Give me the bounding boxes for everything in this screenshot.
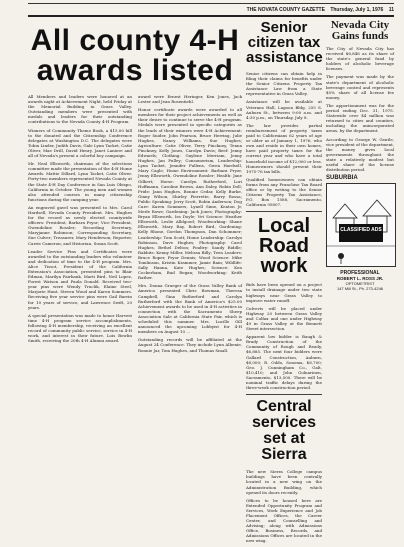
header-date: Thursday, July 1, 1976 — [330, 6, 384, 13]
header-page: 11 — [388, 6, 394, 13]
article-col-right — [138, 94, 242, 356]
paragraph: Apparent low bidder is Baugh & Brady Construction of the Community of Rough and Ready, $6,885. The next four bidders were Gallard Construction, Auburn, $8,000; R. Oddo, Sonoma, $8,700; Geo. J. Cunningham Co., Galt, $10,410; and John Golnarinen, Sacramento, $13,500. There will be nominal traffic delays during the three-week construction period. — [246, 334, 322, 391]
senior-tax-headline: Senior citizen tax assistance — [246, 19, 323, 66]
paragraph: The City of Nevada City has received $6,846 as its share of the state's general fund by holders of alcoholic beverage licenses. — [326, 46, 394, 72]
paragraph: All Members and leaders were honored at an awards night at Achievement Night, held Friday at the Memorial Building in Grass Valley. Outstanding members were presented with medals and leaders for their outstanding contributions to the Nevada County 4-H Program. — [28, 94, 132, 125]
paragraph: Mrs. Donna Grueger of the Grass Valley Bank of America presented Chris Bowman, Theresa Campbell, Gina Rutherford and Carolyn Rutherford with the Bank of America's $25.00 Achievement awards to be used in 4-H activities in connection with the Sacramento Sheep Association Sale at California State Fair, which is scheduled this summer. Mrs. Lucille Gill announced the upcoming Lobbyist for 4-H members on August 10 ... — [138, 283, 242, 335]
top-rule — [28, 3, 394, 4]
paragraph: Winners of Community Theme Book, a $15.00 bill to the donated and the Citizenship Conference delegates at Washington D.C. The delegates were Tobin Linder, Judith Davis, Gale Lynn Tacket, Catie Oliver, Mae Drill, David Henry, Janet Laniere and all of Nevada's present a colorful boy campaign. — [28, 127, 132, 159]
professional-ad — [326, 271, 394, 291]
ad-name: ROBERT L. ROSS JR. — [336, 276, 384, 282]
paragraph: According to George W. Gentle, vice president of the department, the money gives local governments throughout the state a relatively modest but useful share of the license distribution period. — [326, 136, 394, 173]
header-paper: THE NOVATA COUNTY GAZETTE — [246, 6, 325, 13]
nevada-city-headline: Nevada City Gains funds — [330, 19, 390, 42]
right-column — [326, 18, 394, 291]
paragraph: Mr. Neal Ellsworth, chairman of the selections committee made the presentation of the 4-H Home Awards. Mattie Dillard, Lynn Tacket, Catie Oliver. Forty-two members represented Nevada County at the State 4-H Day Conference in San Luis Obispo, California in October. The young men and women also attended courses in many citizenship functions during the camping year. — [28, 161, 132, 202]
middle-column — [246, 18, 322, 547]
article-columns — [28, 94, 242, 356]
headline: All county 4-H awards listed — [30, 24, 240, 87]
article-col-left — [28, 94, 132, 356]
paragraph: Senior citizens can obtain help in filing their claims for benefits under the Senior Citizens Property Tax Assistance Law from a State representative in Grass Valley. — [246, 71, 322, 97]
paragraph: A special presentation was made to honor Harvest time 4-H program service accomplishments, following 4-H membership, receiving an excellent record of community public service, service in 4-H work, and interest in their future. Lois Bowlin Smith, receiving the 20th 4-H Alumni award. — [28, 312, 132, 344]
paragraph: Culverts will be placed under Highway 20 between Grass Valley and Colfax and one under Highway 49 in Grass Valley at the Bennett Street intersection. — [246, 305, 322, 332]
header-rule — [28, 15, 394, 17]
paragraph: Bids have been opened on a project to install drainage under two state highways near Grass Valley to improve water runoff. — [246, 282, 322, 303]
paragraph: Leader Service Pins and Certificates were awarded to the outstanding leaders who volunteer and dedication of time to the 4-H program. Mrs. Alice Tissot, President of the California Extension's Association, presented pins to Blair Edman, Marilyn Fairbank, Marti Bird, Neil Lopez, Forest Watson and Paula Donald. Received two-year pins were Wendy Truclik, Elaine Steel, Marjorie Hunt. Steven Wood and Karen Sommers. Receiving five year service pins were Gail Barrin for 10 years of service, and Lawrence Swift, 20 years. — [28, 248, 132, 310]
main-article — [28, 18, 242, 356]
suburbia-cartoon — [326, 183, 396, 267]
paragraph: Honor certificate awards were awarded to all members for their project achievements as well as their desire to continue to serve the 4-H program. Medals were presented in specific categories as the leads of their winners were 4-H Achievement: Roger Snider, John Pearson, Bruce Herring, Julie Hughes, Nancy Williams, Sue Hughes; Agriculture: Catie Oliver, Terry Pinckney, Tenna Pinckney, Kelly Jones, Carolyn Davis; Beef: Jenny Edwards; Clothing: Gaylene Merriam, Jenny Hughes, Jan Pulley; Consumerism, Leadership: Lynn Tacket, Jennifer Pullens, Gwen Hardsell, Mary Cagle; Home Environment: Barbara Pryor, Jenny Ellsworth, Gwendoline Rossler; Health: Jane Gilbert; Horse: Carolyn Rutherford, Lori Hoffmann, Caroline Brown, Ann Daley, Robin Doll; Pride: Jann Hughes, Bonnie Cedar, Kelly Burke, Ginny Wilson, Shirley Pierrette, Barry Rossa; Public Speaking: Jerry Scott, Robin Anderson; Dog Care: Karen Sommers, Lynell Sime, Keaton Jr, Merle Rowe; Gardening: Jack Jones; Photography: Bryan Ellsworth, Ira Doyle; Vet Science: Heather Ellsworth, Leslie Alldgood; Woodworking: Shane Ellsworth, Mary Ray, Robert Bird, Gardening: Kelly Rhone, Gordon Thompson, Dan Schommer; Leadership: Tom Scott; Home Leadership: Carolyn Robinson, Dave Hughes; Photography: Carol Hughes, Bethel Delton; Poultry: Sandy Riddle; Rabbits: Kenny Miller, Melissa Billy; Teen Leaders: Bruce Roper, Pryor Dennis; Wood Science: Mike Tomlinson, Kristin Krammer, Jamie Bain; Wildlife: Sally Hanna, Kate Hughes; Science: Ken Cockerham, Bud Regan; Woodworking: Keith Rather. — [138, 107, 242, 281]
paragraph: Outstanding records will be affiliated at the August 24 Conference. They include Lynn Albenie, Ronnie Jar, Tom Hughes, and Thomas Small. — [138, 337, 242, 353]
ad-role: OPTOMETRIST — [345, 281, 375, 287]
paragraph: Qualified homeowners can obtain forms from any Franchise Tax Board office or by writing to the Senior Citizens Property Tax Assistance, P.O. Box 1588, Sacramento, California 95807. — [246, 176, 322, 208]
paragraph: award were Ernest Heringer, Ken Jones, Jack Lester and Jean Rosentiehl. — [138, 94, 242, 105]
paragraph: The new Sierra College campus buildings have been centrally located in a new wing on the Administration Building, which opened its doors recently. — [246, 469, 322, 495]
paragraph: Assistance will be available at Veterans Hall, Lagoon Bldg, 255 S. Auburn St., between 9:00 a.m. and 4:30 p.m., on Thursday, July 8. — [246, 99, 322, 120]
divider — [246, 394, 322, 395]
central-services-headline: Central services set at Sierra — [251, 398, 317, 464]
ad-phone: 147 Mill St., Ph. 273-4246 — [336, 286, 384, 292]
paragraph: Offices to be housed here are Extended Opportunity Program and Services, Work Experience and Job Placement Offices, the Career Center, and Counselling and Advising; along with Admissions Office, Business, Records, and Admissions Offices are located in the new wing. — [246, 497, 322, 544]
paragraph: The law provides partial reimbursement of property taxes paid to Californians 62 years of age or older as of January 1, 1976, who own and reside in their own homes, have paid property taxes for the current year and who have a total household income of $12,000 or less. Homeowners should present their 1975-76 tax bills. — [246, 122, 322, 174]
classified-ads-banner: CLASSIFIED ADS — [339, 224, 383, 242]
paragraph: The apportionment was for the period ending Dec. 31, 1975. Statewide over $4 million was returned to cities and counties, including the unincorporated areas, by the department. — [326, 102, 394, 134]
divider — [246, 211, 322, 212]
paragraph: The payment was made by the state's department of alcoholic beverage control and represents $5% share of all license fee money. — [326, 74, 394, 100]
paragraph: An engraved gavel was presented to Mrs. Carol Hardsell, Nevada County President. Mrs. Hughes for the record as newly elected countywide officers: President, Barbara Pryor; Vice President, Gwendoline Rossler; Recording Secretary, Maryjanne Robinson; Corresponding Secretary, Sue Culver; Treasurer, Mary Henderson; Reporter, Carrie Cameron; and Historian, Susan Scott. — [28, 204, 132, 246]
suburbia-label: SUBURBIA — [326, 175, 358, 182]
header-info — [243, 7, 394, 13]
ad-title: PROFESSIONAL — [340, 270, 380, 277]
road-work-headline: Local Road work — [257, 215, 311, 278]
page-header — [28, 5, 394, 14]
